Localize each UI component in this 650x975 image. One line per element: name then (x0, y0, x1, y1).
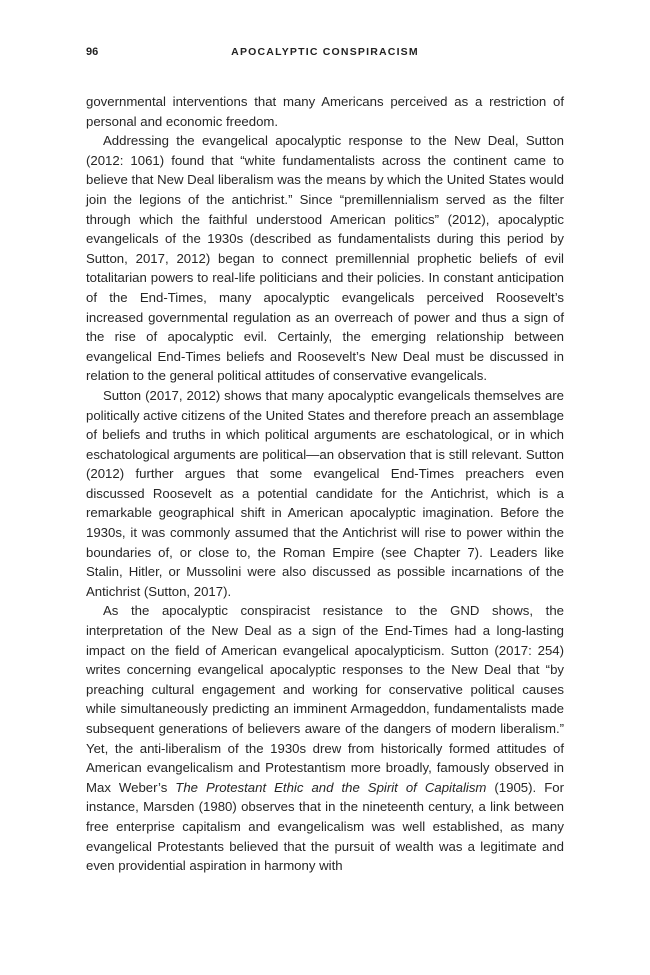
paragraph-4-text-b: (1905). For instance, Marsden (1980) observes that in the nineteenth century, a link between free enterprise capitalism and evangelicalism was well established, as many evangelical Protestants believed that the pursuit of wealth was a legitimate and even providential aspiration in harmony with (86, 779, 564, 874)
body-text (86, 92, 564, 876)
paragraph-1: governmental interventions that many Americans perceived as a restriction of personal and economic freedom. (86, 94, 564, 129)
paragraph-2: Addressing the evangelical apocalyptic response to the New Deal, Sutton (2012: 1061) found that “white fundamentalists across the continent came to believe that New Deal liberalism was the means by which the United States would join the legions of the antichrist.” Since “premillennialism served as the filter through which the faithful understood American politics” (2012), apocalyptic evangelicals of the 1930s (described as fundamentalists during this period by Sutton, 2017, 2012) began to connect premillennial prophetic beliefs of evil totalitarian powers to real-life politicians and their policies. In constant anticipation of the End-Times, many apocalyptic evangelicals perceived Roosevelt’s increased governmental regulation as an overreach of power and thus a sign of the rise of apocalyptic evil. Certainly, the emerging relationship between evangelical End-Times beliefs and Roosevelt’s New Deal must be discussed in relation to the general political attitudes of conservative evangelicals. (86, 133, 564, 384)
paragraph-4-text-a: As the apocalyptic conspiracist resistance to the GND shows, the interpretation of the New Deal as a sign of the End-Times had a long-lasting impact on the field of American evangelical apocalypticism. Sutton (2017: 254) writes concerning evangelical apocalyptic responses to the New Deal that “by preaching cultural engagement and working for conservative political causes while simultaneously predicting an imminent Armageddon, fundamentalists made subsequent generations of believers aware of the dangers of modern liberalism.” Yet, the anti-liberalism of the 1930s drew from historically formed attitudes of American evangelicalism and Protestantism more broadly, famously observed in Max Weber’s (86, 603, 564, 795)
page-header (86, 46, 564, 62)
page-number: 96 (86, 46, 99, 58)
paragraph-3: Sutton (2017, 2012) shows that many apocalyptic evangelicals themselves are politically active citizens of the United States and therefore preach an assemblage of beliefs and truths in which political arguments are eschatological, or in which eschatological arguments are political—an observation that is still relevant. Sutton (2012) further argues that some evangelical End-Times preachers even discussed Roosevelt as a potential candidate for the Antichrist, which is a remarkable geographical shift in American apocalyptic imagination. Before the 1930s, it was commonly assumed that the Antichrist will rise to power within the boundaries of, or close to, the Roman Empire (see Chapter 7). Leaders like Stalin, Hitler, or Mussolini were also discussed as possible incarnations of the Antichrist (Sutton, 2017). (86, 387, 564, 599)
paragraph-4 (86, 601, 564, 875)
running-head: APOCALYPTIC CONSPIRACISM (231, 46, 419, 58)
book-title-italic: The Protestant Ethic and the Spirit of Capitalism (175, 779, 487, 795)
